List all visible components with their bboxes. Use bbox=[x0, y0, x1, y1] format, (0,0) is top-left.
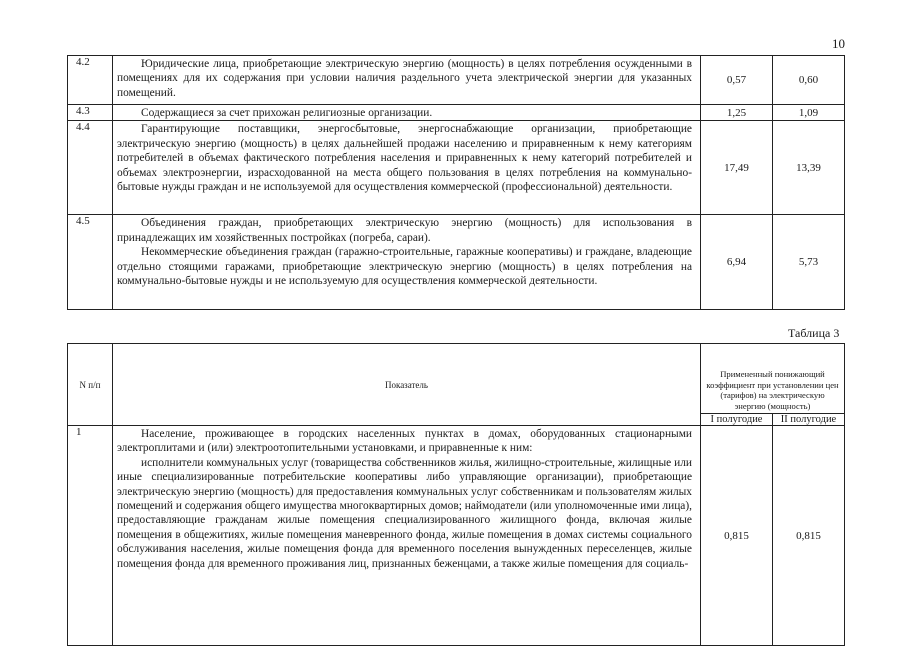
row-description bbox=[113, 215, 701, 310]
header-second-half: II полугодие bbox=[773, 414, 845, 426]
table-row bbox=[68, 215, 845, 310]
second-half-value: 0,60 bbox=[773, 56, 845, 105]
row-description bbox=[113, 105, 701, 121]
row-description bbox=[113, 426, 701, 646]
table-row bbox=[68, 105, 845, 121]
table-row bbox=[68, 426, 845, 646]
header-first-half: I полугодие bbox=[701, 414, 773, 426]
row-number: 4.3 bbox=[68, 105, 113, 121]
row-paragraph: Объединения граждан, приобретающих электрическую энергию (мощность) для использования в принадлежащих им хозяйственных постройках (погреба, сараи). bbox=[117, 217, 692, 244]
first-half-value: 17,49 bbox=[701, 121, 773, 215]
row-number: 4.4 bbox=[68, 121, 113, 215]
second-half-value: 0,815 bbox=[773, 426, 845, 646]
row-description bbox=[113, 56, 701, 105]
page-number: 10 bbox=[832, 36, 845, 51]
row-paragraph: Содержащиеся за счет прихожан религиозные организации. bbox=[141, 107, 433, 119]
row-paragraph: исполнители коммунальных услуг (товарищества собственников жилья, жилищно-строительные, жилищные или иные специализированные потребительские кооперативы либо управляющие организации), приобретающие электрическую энергию (мощность) для предоставления коммунальных услуг собственникам и пользователям жилых помещений и содержания общего имущества многоквартирных домов; наймодатели (или уполномоченные ими лица), предоставляющие гражданам жилые помещения специализированного жилищного фонда, включая жилые помещения в общежитиях, жилые помещения маневренного фонда, жилые помещения в домах системы социального обслуживания населения, жилые помещения фонда для временного поселения вынужденных переселенцев, жилые помещения фонда для временного проживания лиц, признанных беженцами, а также жилые помещения для социаль- bbox=[117, 456, 692, 570]
first-half-value: 0,815 bbox=[701, 426, 773, 646]
table-3 bbox=[67, 343, 845, 646]
table-row bbox=[68, 56, 845, 105]
row-description bbox=[113, 121, 701, 215]
header-number: N п/п bbox=[68, 344, 113, 426]
first-half-value: 0,57 bbox=[701, 56, 773, 105]
table-row bbox=[68, 121, 845, 215]
second-half-value: 5,73 bbox=[773, 215, 845, 310]
table-header-row bbox=[68, 344, 845, 414]
row-number: 1 bbox=[68, 426, 113, 646]
row-number: 4.5 bbox=[68, 215, 113, 310]
first-half-value: 1,25 bbox=[701, 105, 773, 121]
row-paragraph: Население, проживающее в городских населенных пунктах в домах, оборудованных стационарными электроплитами и (или) электроотопительными установками, и приравненные к ним: bbox=[117, 428, 692, 455]
second-half-value: 13,39 bbox=[773, 121, 845, 215]
header-indicator: Показатель bbox=[113, 344, 701, 426]
first-half-value: 6,94 bbox=[701, 215, 773, 310]
header-coefficient: Примененный понижающий коэффициент при установлении цен (тарифов) на электрическую энергию (мощность) bbox=[701, 344, 845, 414]
row-paragraph: Гарантирующие поставщики, энергосбытовые, энергоснабжающие организации, приобретающие электрическую энергию (мощность) в целях дальнейшей продажи населению и приравненным к нему категориям потребителей в объемах фактического потребления населения и приравненных к нему категорий потребителей и объемах электроэнергии, израсходованной на места общего пользования в целях потребления на коммунально-бытовые нужды граждан и не используемой для осуществления коммерческой (профессиональной) деятельности. bbox=[117, 123, 692, 194]
row-number: 4.2 bbox=[68, 56, 113, 105]
second-half-value: 1,09 bbox=[773, 105, 845, 121]
row-paragraph: Некоммерческие объединения граждан (гаражно-строительные, гаражные кооперативы) и граждане, владеющие отдельно стоящими гаражами, приобретающие электрическую энергию (мощность) в целях потребления на коммунально-бытовые нужды и не используемую для осуществления коммерческой деятельности. bbox=[117, 246, 692, 288]
table-caption: Таблица 3 bbox=[788, 326, 840, 340]
row-paragraph: Юридические лица, приобретающие электрическую энергию (мощность) в целях потребления осужденными в помещениях для их содержания при условии наличия раздельного учета электрической энергии для указанных помещений. bbox=[117, 58, 692, 99]
tariff-table-continued bbox=[67, 55, 845, 310]
